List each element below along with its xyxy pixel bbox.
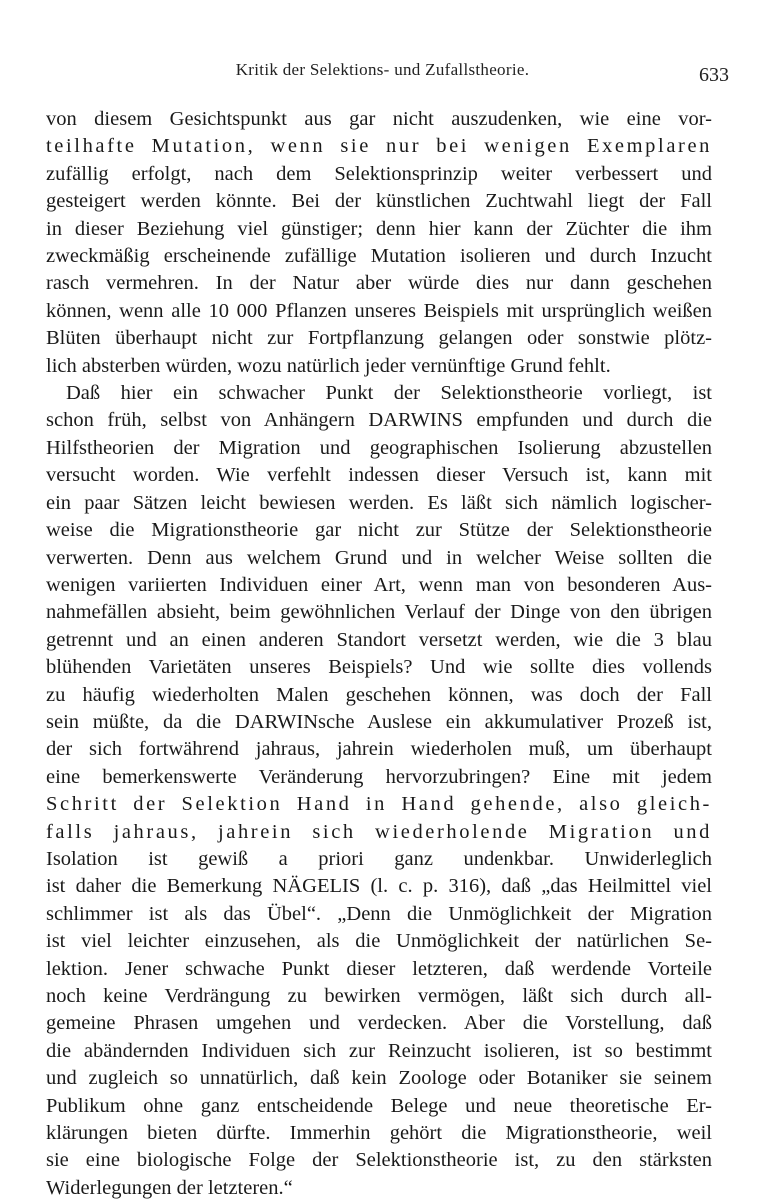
text-line: zufällig erfolgt, nach dem Selektionsprinzip weiter verbessert und bbox=[46, 162, 712, 185]
text-line: die abändernden Individuen sich zur Reinzucht isolieren, ist so bestimmt bbox=[46, 1039, 712, 1062]
text-line: ist viel leichter einzusehen, als die Unmöglichkeit der natürlichen Se- bbox=[46, 930, 712, 953]
text-line: gemeine Phrasen umgehen und verdecken. Aber die Vorstellung, daß bbox=[46, 1012, 712, 1035]
running-header-title: Kritik der Selektions- und Zufallstheorie. bbox=[235, 60, 530, 79]
text-line: Blüten überhaupt nicht zur Fortpflanzung gelangen oder sonstwie plötz- bbox=[46, 327, 712, 350]
text-line: gesteigert werden könnte. Bei der künstlichen Zuchtwahl liegt der Fall bbox=[46, 190, 712, 213]
text-line: falls jahraus, jahrein sich wiederholende Migration und bbox=[46, 820, 712, 843]
text-line: versucht worden. Wie verfehlt indessen dieser Versuch ist, kann mit bbox=[46, 464, 712, 487]
text-line: zweckmäßig erscheinende zufällige Mutation isolieren und durch Inzucht bbox=[46, 245, 712, 268]
text-line: teilhafte Mutation, wenn sie nur bei wenigen Exemplaren bbox=[46, 135, 712, 158]
body-text bbox=[46, 106, 712, 1202]
text-line: und zugleich so unnatürlich, daß kein Zoologe oder Botaniker sie seinem bbox=[46, 1067, 712, 1090]
text-line: ein paar Sätzen leicht bewiesen werden. Es läßt sich nämlich logischer- bbox=[46, 491, 712, 514]
text-line: blühenden Varietäten unseres Beispiels? Und wie sollte dies vollends bbox=[46, 656, 712, 679]
text-line: in dieser Beziehung viel günstiger; denn hier kann der Züchter die ihm bbox=[46, 217, 712, 240]
text-line: Hilfstheorien der Migration und geographischen Isolierung abzustellen bbox=[46, 436, 712, 459]
text-line: getrennt und an einen anderen Standort versetzt werden, wie die 3 blau bbox=[46, 628, 712, 651]
paragraph-1 bbox=[46, 106, 712, 380]
text-line: weise die Migrationstheorie gar nicht zur Stütze der Selektionstheorie bbox=[46, 519, 712, 542]
text-line: lektion. Jener schwache Punkt dieser letzteren, daß werdende Vorteile bbox=[46, 957, 712, 980]
text-line: der sich fortwährend jahraus, jahrein wiederholen muß, um überhaupt bbox=[46, 738, 712, 761]
text-line: rasch vermehren. In der Natur aber würde dies nur dann geschehen bbox=[46, 272, 712, 295]
text-line: Daß hier ein schwacher Punkt der Selektionstheorie vorliegt, ist bbox=[66, 382, 712, 405]
text-line: Publikum ohne ganz entscheidende Belege und neue theoretische Er- bbox=[46, 1094, 712, 1117]
text-line: schon früh, selbst von Anhängern DARWINS empfunden und durch die bbox=[46, 409, 712, 432]
text-line: verwerten. Denn aus welchem Grund und in welcher Weise sollten die bbox=[46, 546, 712, 569]
text-line: können, wenn alle 10 000 Pflanzen unseres Beispiels mit ursprünglich weißen bbox=[46, 299, 712, 322]
text-line: klärungen bieten dürfte. Immerhin gehört die Migrationstheorie, weil bbox=[46, 1122, 712, 1145]
text-line: Schritt der Selektion Hand in Hand gehende, also gleich- bbox=[46, 793, 712, 816]
text-line: nahmefällen absieht, beim gewöhnlichen Verlauf der Dinge von den übrigen bbox=[46, 601, 712, 624]
text-line: lich absterben würden, wozu natürlich jeder vernünftige Grund fehlt. bbox=[46, 354, 611, 377]
text-line: Isolation ist gewiß a priori ganz undenkbar. Unwiderleglich bbox=[46, 847, 712, 870]
text-line: von diesem Gesichtspunkt aus gar nicht auszudenken, wie eine vor- bbox=[46, 108, 712, 130]
text-line: Widerlegungen der letzteren.“ bbox=[46, 1176, 293, 1199]
paragraph-2 bbox=[46, 380, 712, 1202]
text-line: zu häufig wiederholten Malen geschehen können, was doch der Fall bbox=[46, 683, 712, 706]
text-line: sie eine biologische Folge der Selektionstheorie ist, zu den stärksten bbox=[46, 1149, 712, 1172]
text-line: noch keine Verdrängung zu bewirken vermögen, läßt sich durch all- bbox=[46, 985, 712, 1007]
text-line: schlimmer ist als das Übel“. „Denn die Unmöglichkeit der Migration bbox=[46, 902, 712, 925]
text-line: ist daher die Bemerkung NÄGELIS (l. c. p. 316), daß „das Heilmittel viel bbox=[46, 875, 712, 898]
text-line: wenigen variierten Individuen einer Art, wenn man von besonderen Aus- bbox=[46, 573, 712, 596]
page-number: 633 bbox=[699, 64, 729, 86]
text-line: eine bemerkenswerte Veränderung hervorzubringen? Eine mit jedem bbox=[46, 765, 712, 788]
text-line: sein müßte, da die DARWINsche Auslese ein akkumulativer Prozeß ist, bbox=[46, 710, 712, 733]
